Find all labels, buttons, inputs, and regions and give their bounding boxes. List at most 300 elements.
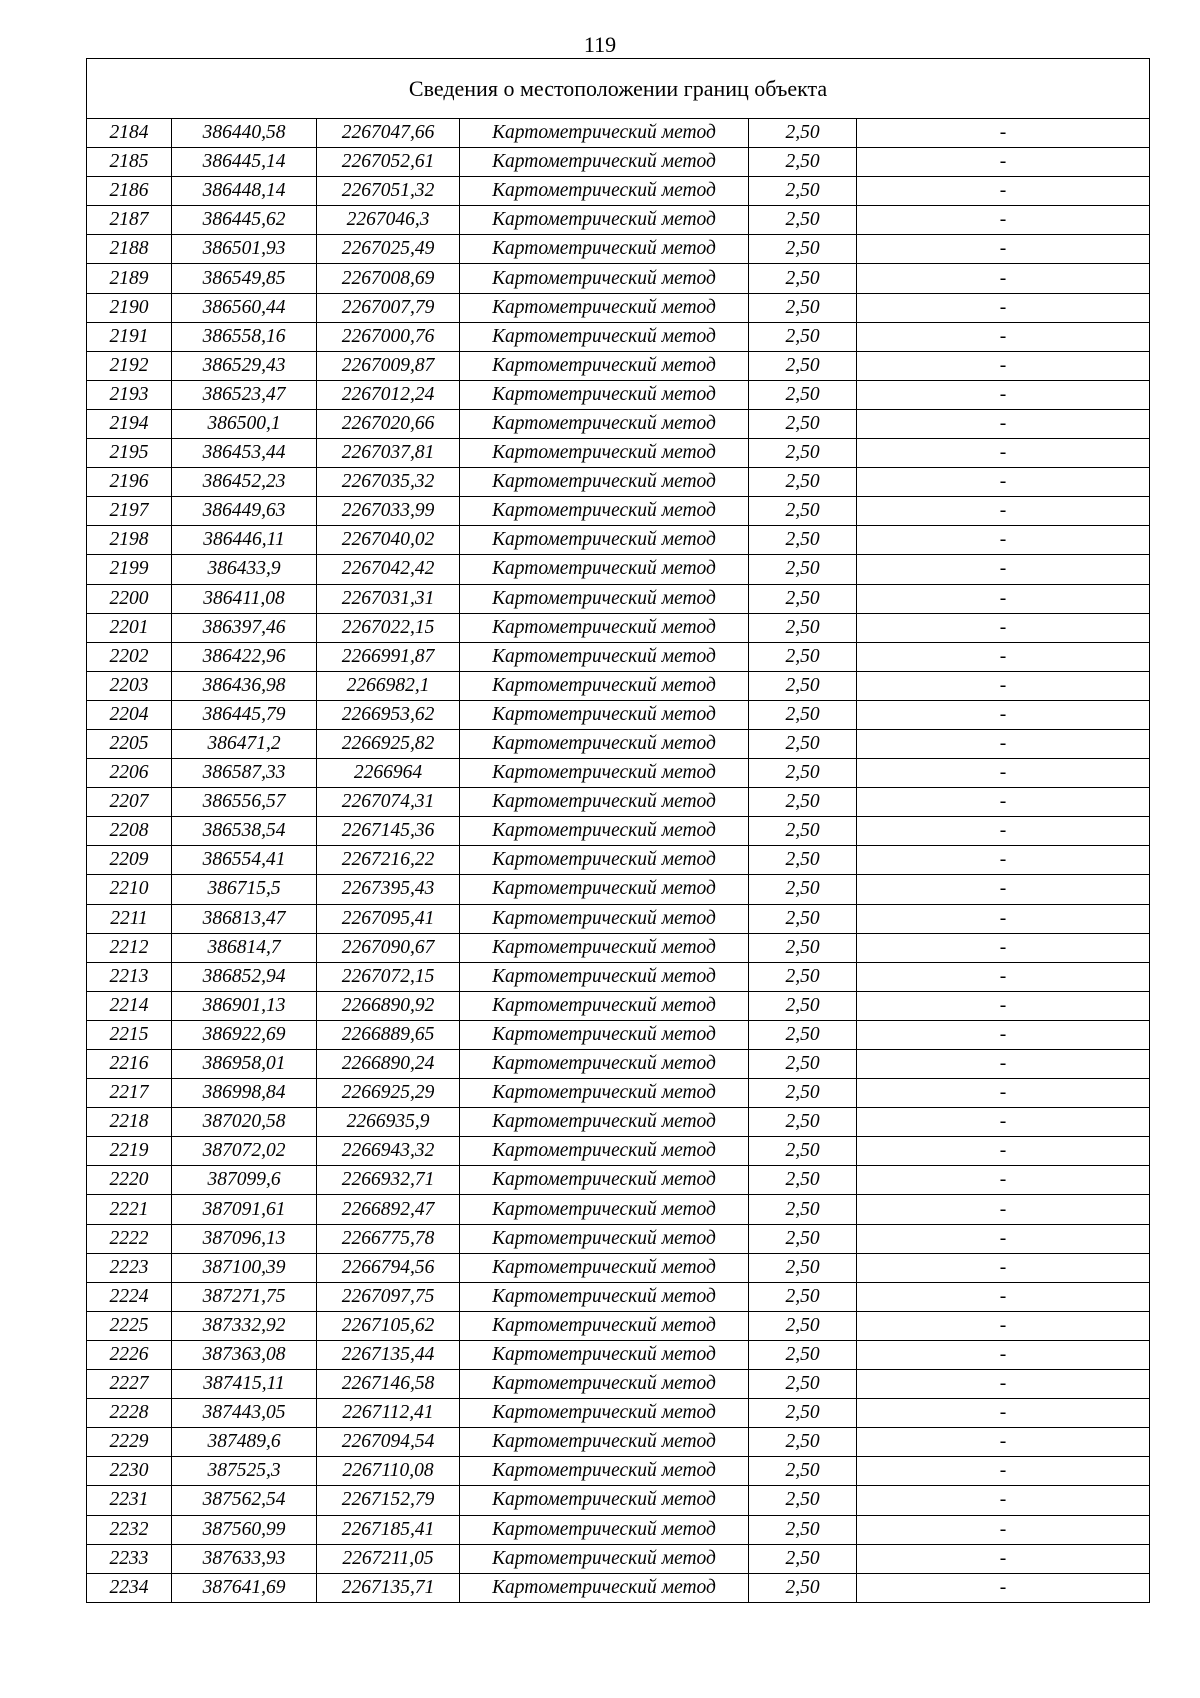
description-cell: - bbox=[857, 788, 1150, 817]
x-coordinate-cell: 386901,13 bbox=[172, 991, 317, 1020]
method-cell: Картометрический метод bbox=[460, 962, 749, 991]
table-row bbox=[87, 1224, 1150, 1253]
accuracy-cell: 2,50 bbox=[749, 613, 857, 642]
description-cell: - bbox=[857, 380, 1150, 409]
y-coordinate-cell: 2267090,67 bbox=[317, 933, 460, 962]
x-coordinate-cell: 387099,6 bbox=[172, 1166, 317, 1195]
point-number-cell: 2189 bbox=[87, 264, 172, 293]
description-cell: - bbox=[857, 148, 1150, 177]
accuracy-cell: 2,50 bbox=[749, 904, 857, 933]
accuracy-cell: 2,50 bbox=[749, 177, 857, 206]
accuracy-cell: 2,50 bbox=[749, 1457, 857, 1486]
description-cell: - bbox=[857, 1166, 1150, 1195]
point-number-cell: 2233 bbox=[87, 1544, 172, 1573]
y-coordinate-cell: 2267135,71 bbox=[317, 1573, 460, 1602]
point-number-cell: 2186 bbox=[87, 177, 172, 206]
table-row bbox=[87, 264, 1150, 293]
point-number-cell: 2229 bbox=[87, 1428, 172, 1457]
x-coordinate-cell: 386501,93 bbox=[172, 235, 317, 264]
method-cell: Картометрический метод bbox=[460, 1108, 749, 1137]
method-cell: Картометрический метод bbox=[460, 1253, 749, 1282]
x-coordinate-cell: 386556,57 bbox=[172, 788, 317, 817]
point-number-cell: 2227 bbox=[87, 1370, 172, 1399]
table-row bbox=[87, 322, 1150, 351]
table-row bbox=[87, 119, 1150, 148]
x-coordinate-cell: 386445,79 bbox=[172, 700, 317, 729]
method-cell: Картометрический метод bbox=[460, 380, 749, 409]
x-coordinate-cell: 386448,14 bbox=[172, 177, 317, 206]
method-cell: Картометрический метод bbox=[460, 1544, 749, 1573]
x-coordinate-cell: 386538,54 bbox=[172, 817, 317, 846]
table-row bbox=[87, 1166, 1150, 1195]
x-coordinate-cell: 386558,16 bbox=[172, 322, 317, 351]
description-cell: - bbox=[857, 875, 1150, 904]
method-cell: Картометрический метод bbox=[460, 439, 749, 468]
accuracy-cell: 2,50 bbox=[749, 497, 857, 526]
description-cell: - bbox=[857, 700, 1150, 729]
method-cell: Картометрический метод bbox=[460, 1515, 749, 1544]
point-number-cell: 2199 bbox=[87, 555, 172, 584]
y-coordinate-cell: 2266991,87 bbox=[317, 642, 460, 671]
description-cell: - bbox=[857, 409, 1150, 438]
point-number-cell: 2220 bbox=[87, 1166, 172, 1195]
table-row bbox=[87, 1282, 1150, 1311]
accuracy-cell: 2,50 bbox=[749, 1311, 857, 1340]
description-cell: - bbox=[857, 293, 1150, 322]
x-coordinate-cell: 386445,62 bbox=[172, 206, 317, 235]
accuracy-cell: 2,50 bbox=[749, 1486, 857, 1515]
method-cell: Картометрический метод bbox=[460, 904, 749, 933]
accuracy-cell: 2,50 bbox=[749, 1050, 857, 1079]
accuracy-cell: 2,50 bbox=[749, 439, 857, 468]
description-cell: - bbox=[857, 1050, 1150, 1079]
y-coordinate-cell: 2266925,29 bbox=[317, 1079, 460, 1108]
x-coordinate-cell: 387560,99 bbox=[172, 1515, 317, 1544]
description-cell: - bbox=[857, 846, 1150, 875]
description-cell: - bbox=[857, 1020, 1150, 1049]
description-cell: - bbox=[857, 991, 1150, 1020]
method-cell: Картометрический метод bbox=[460, 1079, 749, 1108]
y-coordinate-cell: 2267152,79 bbox=[317, 1486, 460, 1515]
accuracy-cell: 2,50 bbox=[749, 1137, 857, 1166]
accuracy-cell: 2,50 bbox=[749, 1166, 857, 1195]
x-coordinate-cell: 386814,7 bbox=[172, 933, 317, 962]
accuracy-cell: 2,50 bbox=[749, 991, 857, 1020]
accuracy-cell: 2,50 bbox=[749, 235, 857, 264]
method-cell: Картометрический метод bbox=[460, 1195, 749, 1224]
accuracy-cell: 2,50 bbox=[749, 1544, 857, 1573]
table-row bbox=[87, 1253, 1150, 1282]
x-coordinate-cell: 386549,85 bbox=[172, 264, 317, 293]
table-row bbox=[87, 1079, 1150, 1108]
description-cell: - bbox=[857, 1486, 1150, 1515]
y-coordinate-cell: 2267146,58 bbox=[317, 1370, 460, 1399]
y-coordinate-cell: 2267185,41 bbox=[317, 1515, 460, 1544]
point-number-cell: 2212 bbox=[87, 933, 172, 962]
point-number-cell: 2207 bbox=[87, 788, 172, 817]
point-number-cell: 2216 bbox=[87, 1050, 172, 1079]
y-coordinate-cell: 2266953,62 bbox=[317, 700, 460, 729]
point-number-cell: 2218 bbox=[87, 1108, 172, 1137]
table-title: Сведения о местоположении границ объекта bbox=[87, 59, 1150, 119]
point-number-cell: 2197 bbox=[87, 497, 172, 526]
point-number-cell: 2217 bbox=[87, 1079, 172, 1108]
table-row bbox=[87, 380, 1150, 409]
x-coordinate-cell: 386554,41 bbox=[172, 846, 317, 875]
table-row bbox=[87, 1020, 1150, 1049]
x-coordinate-cell: 387415,11 bbox=[172, 1370, 317, 1399]
point-number-cell: 2232 bbox=[87, 1515, 172, 1544]
y-coordinate-cell: 2267007,79 bbox=[317, 293, 460, 322]
x-coordinate-cell: 387633,93 bbox=[172, 1544, 317, 1573]
x-coordinate-cell: 387489,6 bbox=[172, 1428, 317, 1457]
point-number-cell: 2201 bbox=[87, 613, 172, 642]
accuracy-cell: 2,50 bbox=[749, 788, 857, 817]
x-coordinate-cell: 386922,69 bbox=[172, 1020, 317, 1049]
method-cell: Картометрический метод bbox=[460, 206, 749, 235]
point-number-cell: 2191 bbox=[87, 322, 172, 351]
point-number-cell: 2194 bbox=[87, 409, 172, 438]
description-cell: - bbox=[857, 933, 1150, 962]
point-number-cell: 2202 bbox=[87, 642, 172, 671]
table-row bbox=[87, 497, 1150, 526]
method-cell: Картометрический метод bbox=[460, 148, 749, 177]
accuracy-cell: 2,50 bbox=[749, 1370, 857, 1399]
description-cell: - bbox=[857, 497, 1150, 526]
y-coordinate-cell: 2267211,05 bbox=[317, 1544, 460, 1573]
table-row bbox=[87, 148, 1150, 177]
method-cell: Картометрический метод bbox=[460, 933, 749, 962]
table-row bbox=[87, 759, 1150, 788]
point-number-cell: 2205 bbox=[87, 729, 172, 758]
table-row bbox=[87, 817, 1150, 846]
description-cell: - bbox=[857, 1224, 1150, 1253]
accuracy-cell: 2,50 bbox=[749, 380, 857, 409]
description-cell: - bbox=[857, 1195, 1150, 1224]
table-row bbox=[87, 991, 1150, 1020]
y-coordinate-cell: 2267012,24 bbox=[317, 380, 460, 409]
x-coordinate-cell: 387271,75 bbox=[172, 1282, 317, 1311]
method-cell: Картометрический метод bbox=[460, 1282, 749, 1311]
y-coordinate-cell: 2266890,24 bbox=[317, 1050, 460, 1079]
y-coordinate-cell: 2267072,15 bbox=[317, 962, 460, 991]
y-coordinate-cell: 2267046,3 bbox=[317, 206, 460, 235]
table-row bbox=[87, 875, 1150, 904]
accuracy-cell: 2,50 bbox=[749, 264, 857, 293]
point-number-cell: 2210 bbox=[87, 875, 172, 904]
y-coordinate-cell: 2267008,69 bbox=[317, 264, 460, 293]
y-coordinate-cell: 2267051,32 bbox=[317, 177, 460, 206]
x-coordinate-cell: 387091,61 bbox=[172, 1195, 317, 1224]
y-coordinate-cell: 2266925,82 bbox=[317, 729, 460, 758]
point-number-cell: 2209 bbox=[87, 846, 172, 875]
accuracy-cell: 2,50 bbox=[749, 293, 857, 322]
method-cell: Картометрический метод bbox=[460, 1340, 749, 1369]
point-number-cell: 2193 bbox=[87, 380, 172, 409]
x-coordinate-cell: 386852,94 bbox=[172, 962, 317, 991]
method-cell: Картометрический метод bbox=[460, 322, 749, 351]
point-number-cell: 2226 bbox=[87, 1340, 172, 1369]
x-coordinate-cell: 386453,44 bbox=[172, 439, 317, 468]
point-number-cell: 2196 bbox=[87, 468, 172, 497]
y-coordinate-cell: 2267074,31 bbox=[317, 788, 460, 817]
table-row bbox=[87, 1544, 1150, 1573]
x-coordinate-cell: 386411,08 bbox=[172, 584, 317, 613]
description-cell: - bbox=[857, 759, 1150, 788]
description-cell: - bbox=[857, 439, 1150, 468]
y-coordinate-cell: 2267094,54 bbox=[317, 1428, 460, 1457]
method-cell: Картометрический метод bbox=[460, 235, 749, 264]
description-cell: - bbox=[857, 1457, 1150, 1486]
accuracy-cell: 2,50 bbox=[749, 1224, 857, 1253]
method-cell: Картометрический метод bbox=[460, 1399, 749, 1428]
table-row bbox=[87, 351, 1150, 380]
description-cell: - bbox=[857, 322, 1150, 351]
accuracy-cell: 2,50 bbox=[749, 1079, 857, 1108]
accuracy-cell: 2,50 bbox=[749, 409, 857, 438]
y-coordinate-cell: 2267033,99 bbox=[317, 497, 460, 526]
table-title-row bbox=[87, 59, 1150, 119]
method-cell: Картометрический метод bbox=[460, 1137, 749, 1166]
x-coordinate-cell: 386422,96 bbox=[172, 642, 317, 671]
description-cell: - bbox=[857, 642, 1150, 671]
accuracy-cell: 2,50 bbox=[749, 1340, 857, 1369]
table-row bbox=[87, 177, 1150, 206]
point-number-cell: 2192 bbox=[87, 351, 172, 380]
boundary-coordinates-table bbox=[86, 58, 1150, 1603]
point-number-cell: 2200 bbox=[87, 584, 172, 613]
table-row bbox=[87, 1573, 1150, 1602]
x-coordinate-cell: 386560,44 bbox=[172, 293, 317, 322]
point-number-cell: 2211 bbox=[87, 904, 172, 933]
point-number-cell: 2195 bbox=[87, 439, 172, 468]
x-coordinate-cell: 386523,47 bbox=[172, 380, 317, 409]
accuracy-cell: 2,50 bbox=[749, 759, 857, 788]
accuracy-cell: 2,50 bbox=[749, 875, 857, 904]
x-coordinate-cell: 387100,39 bbox=[172, 1253, 317, 1282]
method-cell: Картометрический метод bbox=[460, 177, 749, 206]
accuracy-cell: 2,50 bbox=[749, 526, 857, 555]
table-row bbox=[87, 584, 1150, 613]
y-coordinate-cell: 2267216,22 bbox=[317, 846, 460, 875]
method-cell: Картометрический метод bbox=[460, 991, 749, 1020]
method-cell: Картометрический метод bbox=[460, 1224, 749, 1253]
y-coordinate-cell: 2267040,02 bbox=[317, 526, 460, 555]
point-number-cell: 2204 bbox=[87, 700, 172, 729]
description-cell: - bbox=[857, 1137, 1150, 1166]
table-row bbox=[87, 1457, 1150, 1486]
method-cell: Картометрический метод bbox=[460, 846, 749, 875]
y-coordinate-cell: 2267037,81 bbox=[317, 439, 460, 468]
accuracy-cell: 2,50 bbox=[749, 700, 857, 729]
accuracy-cell: 2,50 bbox=[749, 1428, 857, 1457]
x-coordinate-cell: 386440,58 bbox=[172, 119, 317, 148]
x-coordinate-cell: 386452,23 bbox=[172, 468, 317, 497]
x-coordinate-cell: 386813,47 bbox=[172, 904, 317, 933]
point-number-cell: 2225 bbox=[87, 1311, 172, 1340]
y-coordinate-cell: 2266935,9 bbox=[317, 1108, 460, 1137]
table-row bbox=[87, 904, 1150, 933]
method-cell: Картометрический метод bbox=[460, 613, 749, 642]
y-coordinate-cell: 2267112,41 bbox=[317, 1399, 460, 1428]
y-coordinate-cell: 2267035,32 bbox=[317, 468, 460, 497]
method-cell: Картометрический метод bbox=[460, 759, 749, 788]
accuracy-cell: 2,50 bbox=[749, 1020, 857, 1049]
accuracy-cell: 2,50 bbox=[749, 148, 857, 177]
accuracy-cell: 2,50 bbox=[749, 1108, 857, 1137]
y-coordinate-cell: 2267009,87 bbox=[317, 351, 460, 380]
table-row bbox=[87, 1195, 1150, 1224]
method-cell: Картометрический метод bbox=[460, 351, 749, 380]
accuracy-cell: 2,50 bbox=[749, 468, 857, 497]
y-coordinate-cell: 2267097,75 bbox=[317, 1282, 460, 1311]
table-row bbox=[87, 293, 1150, 322]
description-cell: - bbox=[857, 1399, 1150, 1428]
accuracy-cell: 2,50 bbox=[749, 206, 857, 235]
x-coordinate-cell: 387443,05 bbox=[172, 1399, 317, 1428]
x-coordinate-cell: 387641,69 bbox=[172, 1573, 317, 1602]
accuracy-cell: 2,50 bbox=[749, 729, 857, 758]
table-row bbox=[87, 235, 1150, 264]
y-coordinate-cell: 2267095,41 bbox=[317, 904, 460, 933]
description-cell: - bbox=[857, 1428, 1150, 1457]
point-number-cell: 2188 bbox=[87, 235, 172, 264]
x-coordinate-cell: 387525,3 bbox=[172, 1457, 317, 1486]
description-cell: - bbox=[857, 235, 1150, 264]
table-row bbox=[87, 1370, 1150, 1399]
y-coordinate-cell: 2267145,36 bbox=[317, 817, 460, 846]
point-number-cell: 2214 bbox=[87, 991, 172, 1020]
table-row bbox=[87, 409, 1150, 438]
method-cell: Картометрический метод bbox=[460, 555, 749, 584]
description-cell: - bbox=[857, 584, 1150, 613]
description-cell: - bbox=[857, 671, 1150, 700]
y-coordinate-cell: 2266943,32 bbox=[317, 1137, 460, 1166]
table-row bbox=[87, 1486, 1150, 1515]
x-coordinate-cell: 386998,84 bbox=[172, 1079, 317, 1108]
method-cell: Картометрический метод bbox=[460, 119, 749, 148]
x-coordinate-cell: 386433,9 bbox=[172, 555, 317, 584]
x-coordinate-cell: 386445,14 bbox=[172, 148, 317, 177]
accuracy-cell: 2,50 bbox=[749, 846, 857, 875]
description-cell: - bbox=[857, 817, 1150, 846]
table-row bbox=[87, 846, 1150, 875]
y-coordinate-cell: 2267105,62 bbox=[317, 1311, 460, 1340]
y-coordinate-cell: 2266890,92 bbox=[317, 991, 460, 1020]
point-number-cell: 2206 bbox=[87, 759, 172, 788]
table-body bbox=[87, 59, 1150, 1603]
x-coordinate-cell: 386958,01 bbox=[172, 1050, 317, 1079]
table-row bbox=[87, 1137, 1150, 1166]
x-coordinate-cell: 386449,63 bbox=[172, 497, 317, 526]
y-coordinate-cell: 2267110,08 bbox=[317, 1457, 460, 1486]
table-row bbox=[87, 933, 1150, 962]
point-number-cell: 2190 bbox=[87, 293, 172, 322]
table-row bbox=[87, 555, 1150, 584]
y-coordinate-cell: 2266964 bbox=[317, 759, 460, 788]
table-row bbox=[87, 206, 1150, 235]
method-cell: Картометрический метод bbox=[460, 671, 749, 700]
accuracy-cell: 2,50 bbox=[749, 1515, 857, 1544]
point-number-cell: 2219 bbox=[87, 1137, 172, 1166]
x-coordinate-cell: 386397,46 bbox=[172, 613, 317, 642]
x-coordinate-cell: 386529,43 bbox=[172, 351, 317, 380]
description-cell: - bbox=[857, 206, 1150, 235]
method-cell: Картометрический метод bbox=[460, 788, 749, 817]
method-cell: Картометрический метод bbox=[460, 468, 749, 497]
y-coordinate-cell: 2267031,31 bbox=[317, 584, 460, 613]
table-row bbox=[87, 1428, 1150, 1457]
accuracy-cell: 2,50 bbox=[749, 642, 857, 671]
method-cell: Картометрический метод bbox=[460, 875, 749, 904]
table-row bbox=[87, 671, 1150, 700]
description-cell: - bbox=[857, 468, 1150, 497]
description-cell: - bbox=[857, 555, 1150, 584]
point-number-cell: 2184 bbox=[87, 119, 172, 148]
description-cell: - bbox=[857, 1544, 1150, 1573]
table-row bbox=[87, 1108, 1150, 1137]
method-cell: Картометрический метод bbox=[460, 817, 749, 846]
table-row bbox=[87, 788, 1150, 817]
y-coordinate-cell: 2267042,42 bbox=[317, 555, 460, 584]
y-coordinate-cell: 2266775,78 bbox=[317, 1224, 460, 1253]
x-coordinate-cell: 386715,5 bbox=[172, 875, 317, 904]
description-cell: - bbox=[857, 119, 1150, 148]
x-coordinate-cell: 386500,1 bbox=[172, 409, 317, 438]
point-number-cell: 2203 bbox=[87, 671, 172, 700]
description-cell: - bbox=[857, 1311, 1150, 1340]
method-cell: Картометрический метод bbox=[460, 1486, 749, 1515]
table-row bbox=[87, 962, 1150, 991]
point-number-cell: 2208 bbox=[87, 817, 172, 846]
x-coordinate-cell: 386446,11 bbox=[172, 526, 317, 555]
point-number-cell: 2231 bbox=[87, 1486, 172, 1515]
table-row bbox=[87, 439, 1150, 468]
accuracy-cell: 2,50 bbox=[749, 1282, 857, 1311]
method-cell: Картометрический метод bbox=[460, 729, 749, 758]
page-number: 119 bbox=[583, 32, 617, 57]
method-cell: Картометрический метод bbox=[460, 497, 749, 526]
table-row bbox=[87, 613, 1150, 642]
description-cell: - bbox=[857, 962, 1150, 991]
method-cell: Картометрический метод bbox=[460, 1370, 749, 1399]
method-cell: Картометрический метод bbox=[460, 1428, 749, 1457]
method-cell: Картометрический метод bbox=[460, 1573, 749, 1602]
description-cell: - bbox=[857, 1573, 1150, 1602]
point-number-cell: 2224 bbox=[87, 1282, 172, 1311]
accuracy-cell: 2,50 bbox=[749, 555, 857, 584]
x-coordinate-cell: 387562,54 bbox=[172, 1486, 317, 1515]
description-cell: - bbox=[857, 1282, 1150, 1311]
accuracy-cell: 2,50 bbox=[749, 817, 857, 846]
accuracy-cell: 2,50 bbox=[749, 322, 857, 351]
method-cell: Картометрический метод bbox=[460, 1020, 749, 1049]
point-number-cell: 2198 bbox=[87, 526, 172, 555]
point-number-cell: 2215 bbox=[87, 1020, 172, 1049]
point-number-cell: 2234 bbox=[87, 1573, 172, 1602]
y-coordinate-cell: 2267135,44 bbox=[317, 1340, 460, 1369]
method-cell: Картометрический метод bbox=[460, 1457, 749, 1486]
point-number-cell: 2230 bbox=[87, 1457, 172, 1486]
table-row bbox=[87, 526, 1150, 555]
point-number-cell: 2221 bbox=[87, 1195, 172, 1224]
y-coordinate-cell: 2267395,43 bbox=[317, 875, 460, 904]
accuracy-cell: 2,50 bbox=[749, 1253, 857, 1282]
table-row bbox=[87, 1515, 1150, 1544]
y-coordinate-cell: 2266892,47 bbox=[317, 1195, 460, 1224]
x-coordinate-cell: 386436,98 bbox=[172, 671, 317, 700]
point-number-cell: 2213 bbox=[87, 962, 172, 991]
